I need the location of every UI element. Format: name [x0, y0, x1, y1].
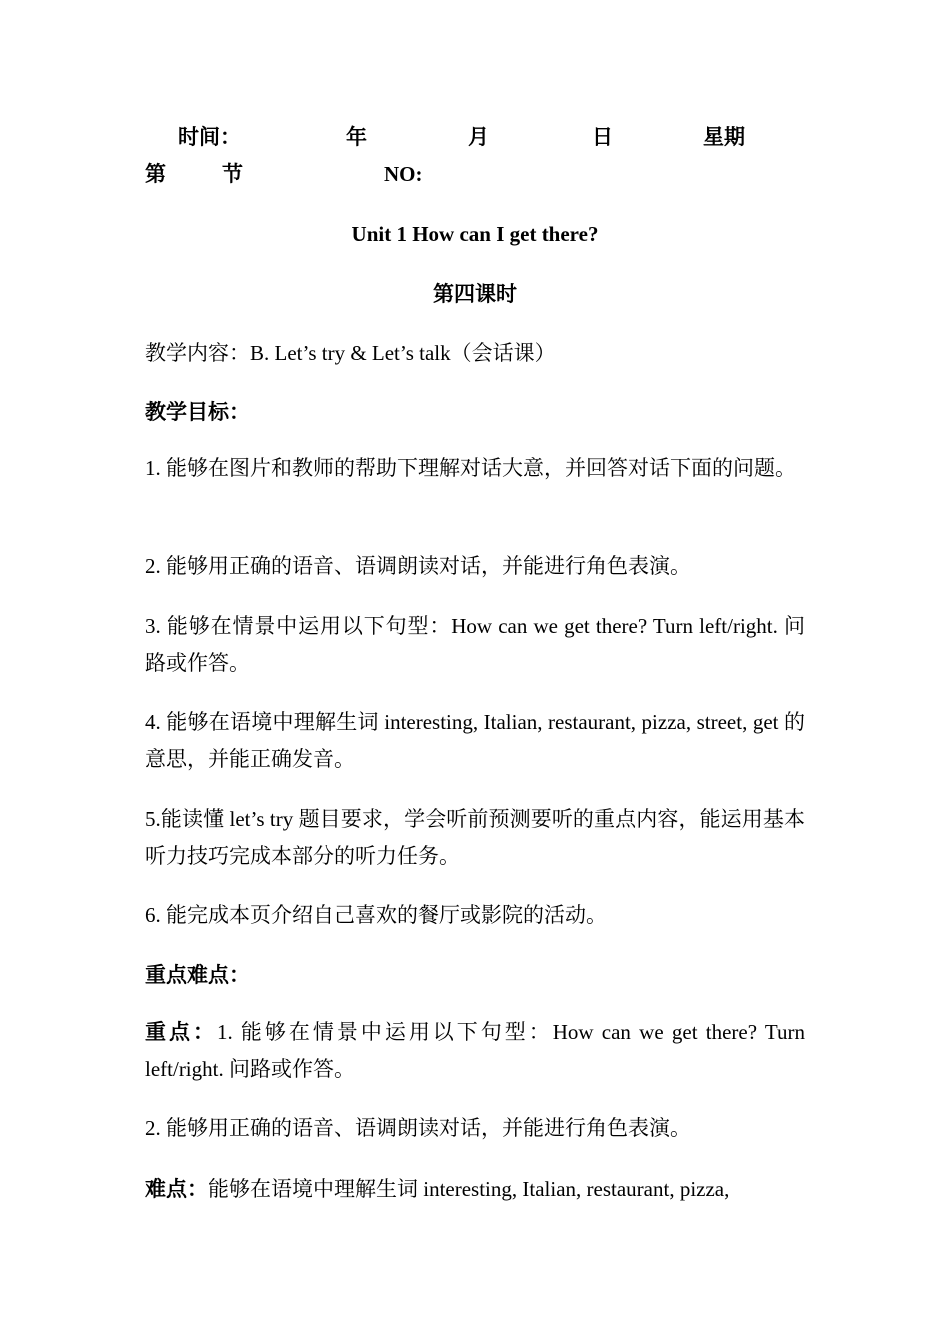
- objective-item-3: 3. 能够在情景中运用以下句型：How can we get there? Turn left/right. 问路或作答。: [145, 614, 805, 675]
- page-title: Unit 1 How can I get there?: [351, 222, 599, 246]
- lesson-subtitle: 第四课时: [433, 282, 517, 306]
- week-label: 星期: [703, 125, 745, 149]
- key-points-heading: 重点难点：: [145, 963, 250, 987]
- period-suffix: 节: [222, 162, 243, 186]
- key-label: 重点：: [145, 1020, 217, 1044]
- objective-item-5: 5.能读懂 let’s try 题目要求，学会听前预测要听的重点内容，能运用基本听力技巧完成本部分的听力任务。: [145, 807, 805, 868]
- day-label: 日: [592, 125, 613, 149]
- objective-item-6: 6. 能完成本页介绍自己喜欢的餐厅或影院的活动。: [145, 903, 607, 927]
- key-text: 1. 能够在情景中运用以下句型：How can we get there? Turn left/right. 问路或作答。: [145, 1020, 805, 1081]
- difficult-text: 能够在语境中理解生词 interesting, Italian, restaurant, pizza,: [208, 1177, 730, 1201]
- objectives-heading: 教学目标：: [145, 400, 250, 424]
- year-label: 年: [346, 125, 367, 149]
- period-prefix: 第: [145, 162, 166, 186]
- teaching-content-label: 教学内容：: [145, 341, 250, 365]
- key-point-2: 2. 能够用正确的语音、语调朗读对话，并能进行角色表演。: [145, 1116, 691, 1140]
- teaching-content: [145, 340, 556, 366]
- key-point-1: [145, 1014, 805, 1088]
- no-label: NO:: [384, 162, 423, 186]
- difficult-label: 难点：: [145, 1177, 208, 1201]
- objective-item-4: 4. 能够在语境中理解生词 interesting, Italian, restaurant, pizza, street, get 的意思，并能正确发音。: [145, 710, 805, 771]
- difficult-point: [145, 1171, 805, 1208]
- month-label: 月: [468, 125, 489, 149]
- objective-item-1: 1. 能够在图片和教师的帮助下理解对话大意，并回答对话下面的问题。: [145, 456, 796, 480]
- time-label: 时间：: [178, 125, 241, 149]
- objective-item-2: 2. 能够用正确的语音、语调朗读对话，并能进行角色表演。: [145, 554, 691, 578]
- teaching-content-text: B. Let’s try & Let’s talk（会话课）: [250, 341, 556, 365]
